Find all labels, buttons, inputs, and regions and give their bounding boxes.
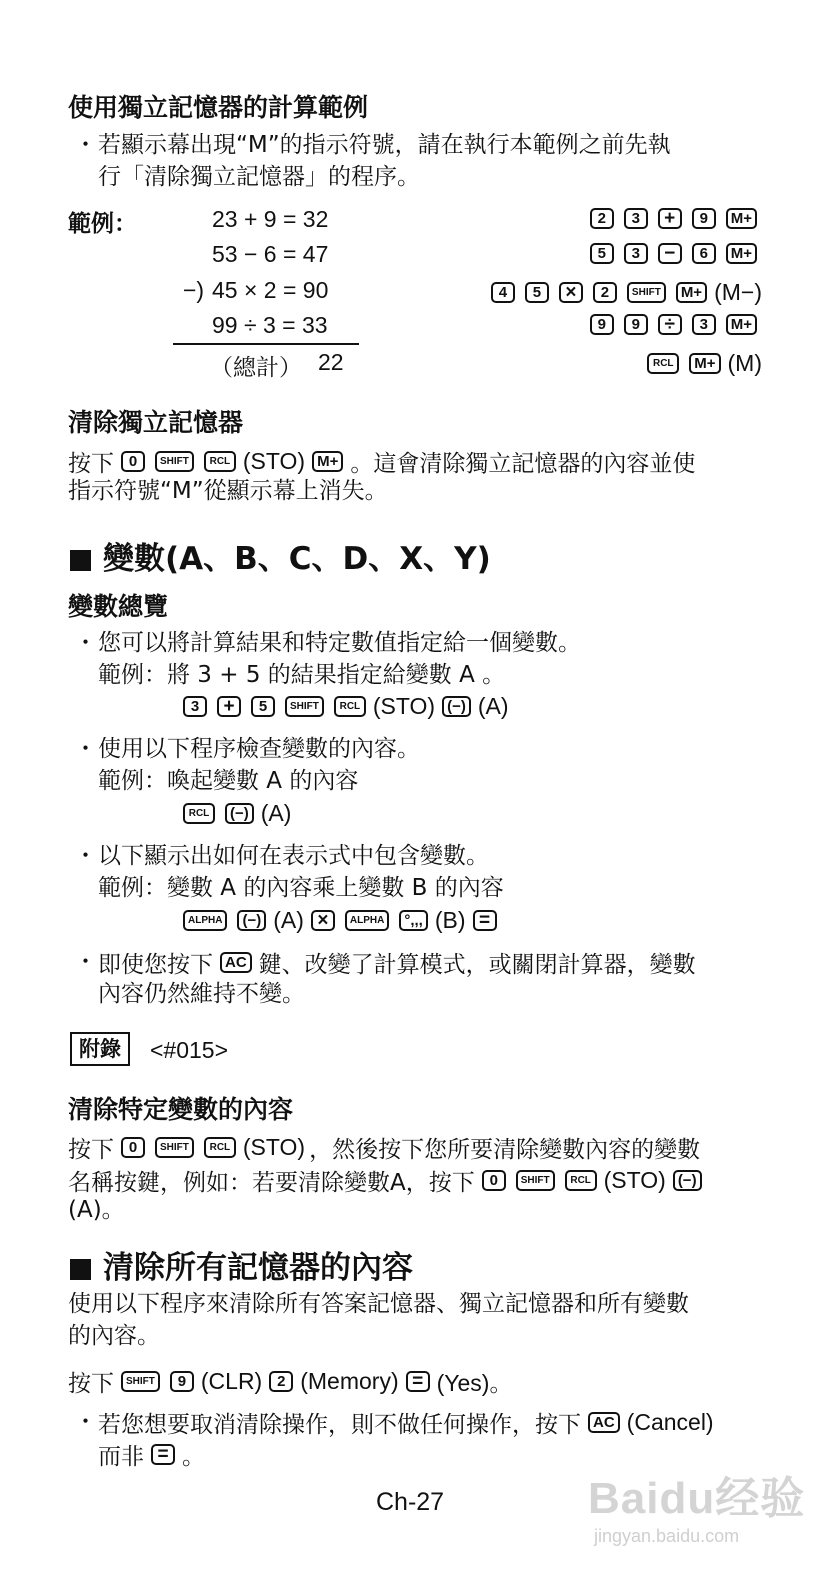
total-value: 22 [318,349,344,375]
key-sequence-row-1 [587,208,760,229]
key-negative[interactable]: (−) [225,803,254,824]
bullet-text: 鍵、改變了計算模式，或關閉計算器，變數 [258,952,696,978]
key-plus[interactable]: + [217,696,241,717]
key-sequence-row-3 [488,279,762,306]
key-rcl[interactable]: RCL [565,1170,597,1191]
key-annotation: (STO) [242,448,306,474]
section-title-independent-memory: 使用獨立記憶器的計算範例 [68,93,369,122]
heading-text: 清除所有記憶器的內容 [103,1250,413,1286]
key-5[interactable]: 5 [590,243,614,264]
press-text: 按下 [68,1137,114,1163]
key-annotation: (M) [727,350,762,376]
instruction-line [68,1365,512,1398]
key-3[interactable]: 3 [692,314,716,335]
key-annotation: (M−) [714,279,762,305]
key-2[interactable]: 2 [590,208,614,229]
paragraph-text: 使用以下程序來清除所有答案記憶器、獨立記憶器和所有變數 [68,1291,689,1317]
key-m-plus[interactable]: M+ [726,243,757,264]
bullet-dot: ・ [74,736,97,762]
bullet-text: 使用以下程序檢查變數的內容。 [98,736,420,762]
key-sequence [180,693,509,720]
key-annotation: (B) [434,907,466,933]
key-9[interactable]: 9 [590,314,614,335]
key-annotation: (A) [273,907,304,933]
appendix-label: 附錄 [70,1032,130,1066]
key-equals[interactable]: = [406,1371,430,1392]
key-multiply[interactable]: × [311,910,335,931]
key-negative[interactable]: (−) [673,1170,702,1191]
key-0[interactable]: 0 [121,451,145,472]
section-title-clear-variable: 清除特定變數的內容 [68,1095,294,1124]
watermark-url: jingyan.baidu.com [594,1526,740,1546]
key-shift[interactable]: SHIFT [285,696,324,717]
key-9[interactable]: 9 [170,1371,194,1392]
instruction-line [68,1131,700,1164]
baidu-watermark [588,1462,805,1547]
key-6[interactable]: 6 [692,243,716,264]
key-alpha[interactable]: ALPHA [183,910,227,931]
key-annotation: (Yes)。 [436,1370,513,1396]
appendix-ref: <#015> [150,1037,229,1063]
key-5[interactable]: 5 [251,696,275,717]
key-minus[interactable]: − [658,243,682,264]
key-3[interactable]: 3 [624,243,648,264]
key-m-plus[interactable]: M+ [726,314,757,335]
key-annotation: (Cancel) [626,1409,714,1435]
bullet-text: 。 [182,1444,205,1470]
bullet-dot: ・ [74,630,97,656]
press-text: 按下 [68,451,114,477]
example-label: 範例： [68,211,137,237]
key-rcl[interactable]: RCL [204,1137,236,1158]
key-ac[interactable]: AC [588,1412,620,1433]
bullet-text: 以下顯示出如何在表示式中包含變數。 [98,843,489,869]
instruction-line [68,1164,705,1197]
bullet-dot: ・ [74,949,97,975]
key-equals[interactable]: = [473,910,497,931]
key-multiply[interactable]: × [559,282,583,303]
bullet-text: 若顯示幕出現“M”的指示符號，請在執行本範例之前先執 [98,132,671,158]
key-4[interactable]: 4 [491,282,515,303]
key-annotation: (CLR) [200,1368,263,1394]
bullet-text: 內容仍然維持不變。 [98,981,305,1007]
bullet-dot: ・ [74,1409,97,1435]
square-bullet-icon [70,550,91,571]
calc-expression: 23 + 9 = 32 [212,206,329,232]
bullet-line [98,1406,714,1439]
key-m-plus[interactable]: M+ [689,353,720,374]
bullet-line [98,1438,205,1471]
bullet-dot: ・ [74,132,97,158]
bullet-dot: ・ [74,843,97,869]
instruction-text: 。這會清除獨立記憶器的內容並使 [350,451,696,477]
key-sequence-total [644,350,762,377]
key-annotation: (A) [260,800,292,826]
key-0[interactable]: 0 [482,1170,506,1191]
calc-expression: 53 − 6 = 47 [212,241,329,267]
calc-prefix: −) [183,277,205,303]
section-heading-variables [70,533,491,578]
bullet-text: 若您想要取消清除操作，則不做任何操作，按下 [98,1412,581,1438]
key-m-plus[interactable]: M+ [726,208,757,229]
subsection-title: 變數總覽 [68,592,169,621]
calc-expression: 45 × 2 = 90 [212,277,329,303]
instruction-text: ，然後按下您所要清除變數內容的變數 [309,1137,701,1163]
key-rcl[interactable]: RCL [647,353,679,374]
key-plus[interactable]: + [658,208,682,229]
instruction-text: 指示符號“M”從顯示幕上消失。 [68,478,388,504]
key-9[interactable]: 9 [692,208,716,229]
calc-expression: 99 ÷ 3 = 33 [212,312,328,338]
key-negative[interactable]: (−) [442,696,471,717]
key-shift[interactable]: SHIFT [155,1137,194,1158]
key-annotation: (A) [477,693,509,719]
key-sequence-row-4 [587,314,760,335]
sum-rule [173,343,359,345]
key-sequence-row-2 [587,243,760,264]
key-annotation: (STO) [372,693,436,719]
total-label: （總計） [210,354,302,380]
key-9[interactable]: 9 [624,314,648,335]
key-shift[interactable]: SHIFT [121,1371,160,1392]
press-text: 按下 [68,1371,114,1397]
section-title-clear-independent: 清除獨立記憶器 [68,408,244,437]
key-ac[interactable]: AC [220,952,252,973]
section-heading-clear-all [70,1242,413,1287]
paragraph-text: 的內容。 [68,1323,160,1349]
bullet-line [98,946,696,979]
bullet-text: 您可以將計算結果和特定數值指定給一個變數。 [98,630,581,656]
square-bullet-icon [70,1259,91,1280]
key-2[interactable]: 2 [269,1371,293,1392]
key-rcl[interactable]: RCL [334,696,366,717]
key-rcl[interactable]: RCL [204,451,236,472]
key-m-plus[interactable]: M+ [312,451,343,472]
key-m-plus[interactable]: M+ [676,282,707,303]
bullet-text: 而非 [98,1444,144,1470]
key-degree[interactable]: °,,, [399,910,428,931]
appendix-badge [70,1032,130,1066]
key-5[interactable]: 5 [525,282,549,303]
example-text: 範例：喚起變數 A 的內容 [98,768,359,794]
key-2[interactable]: 2 [593,282,617,303]
heading-text: 變數(A、B、C、D、X、Y) [103,541,491,577]
key-alpha[interactable]: ALPHA [345,910,389,931]
key-shift[interactable]: SHIFT [627,282,666,303]
key-annotation: (STO) [242,1134,306,1160]
key-shift[interactable]: SHIFT [516,1170,555,1191]
key-sequence [180,800,291,827]
key-3[interactable]: 3 [624,208,648,229]
key-equals[interactable]: = [151,1444,175,1465]
bullet-text: 即使您按下 [98,952,213,978]
key-3[interactable]: 3 [183,696,207,717]
key-annotation: (STO) [603,1167,666,1193]
key-annotation: (Memory) [300,1368,399,1394]
key-shift[interactable]: SHIFT [155,451,194,472]
example-text: 範例：變數 A 的內容乘上變數 B 的內容 [98,875,504,901]
page-number: Ch-27 [376,1488,445,1516]
key-0[interactable]: 0 [121,1137,145,1158]
example-text: 範例：將 3 + 5 的結果指定給變數 A 。 [98,662,506,688]
key-negative[interactable]: (−) [237,910,266,931]
bullet-text: 行「清除獨立記憶器」的程序。 [98,164,420,190]
clear-memory-instruction [68,445,695,478]
watermark-brand: Baidu经验 [588,1474,806,1523]
instruction-text: 名稱按鍵，例如：若要清除變數A，按下 [68,1170,475,1196]
key-divide[interactable]: ÷ [658,314,682,335]
key-rcl[interactable]: RCL [183,803,215,824]
instruction-text: (A)。 [68,1197,125,1223]
key-sequence [180,907,500,934]
